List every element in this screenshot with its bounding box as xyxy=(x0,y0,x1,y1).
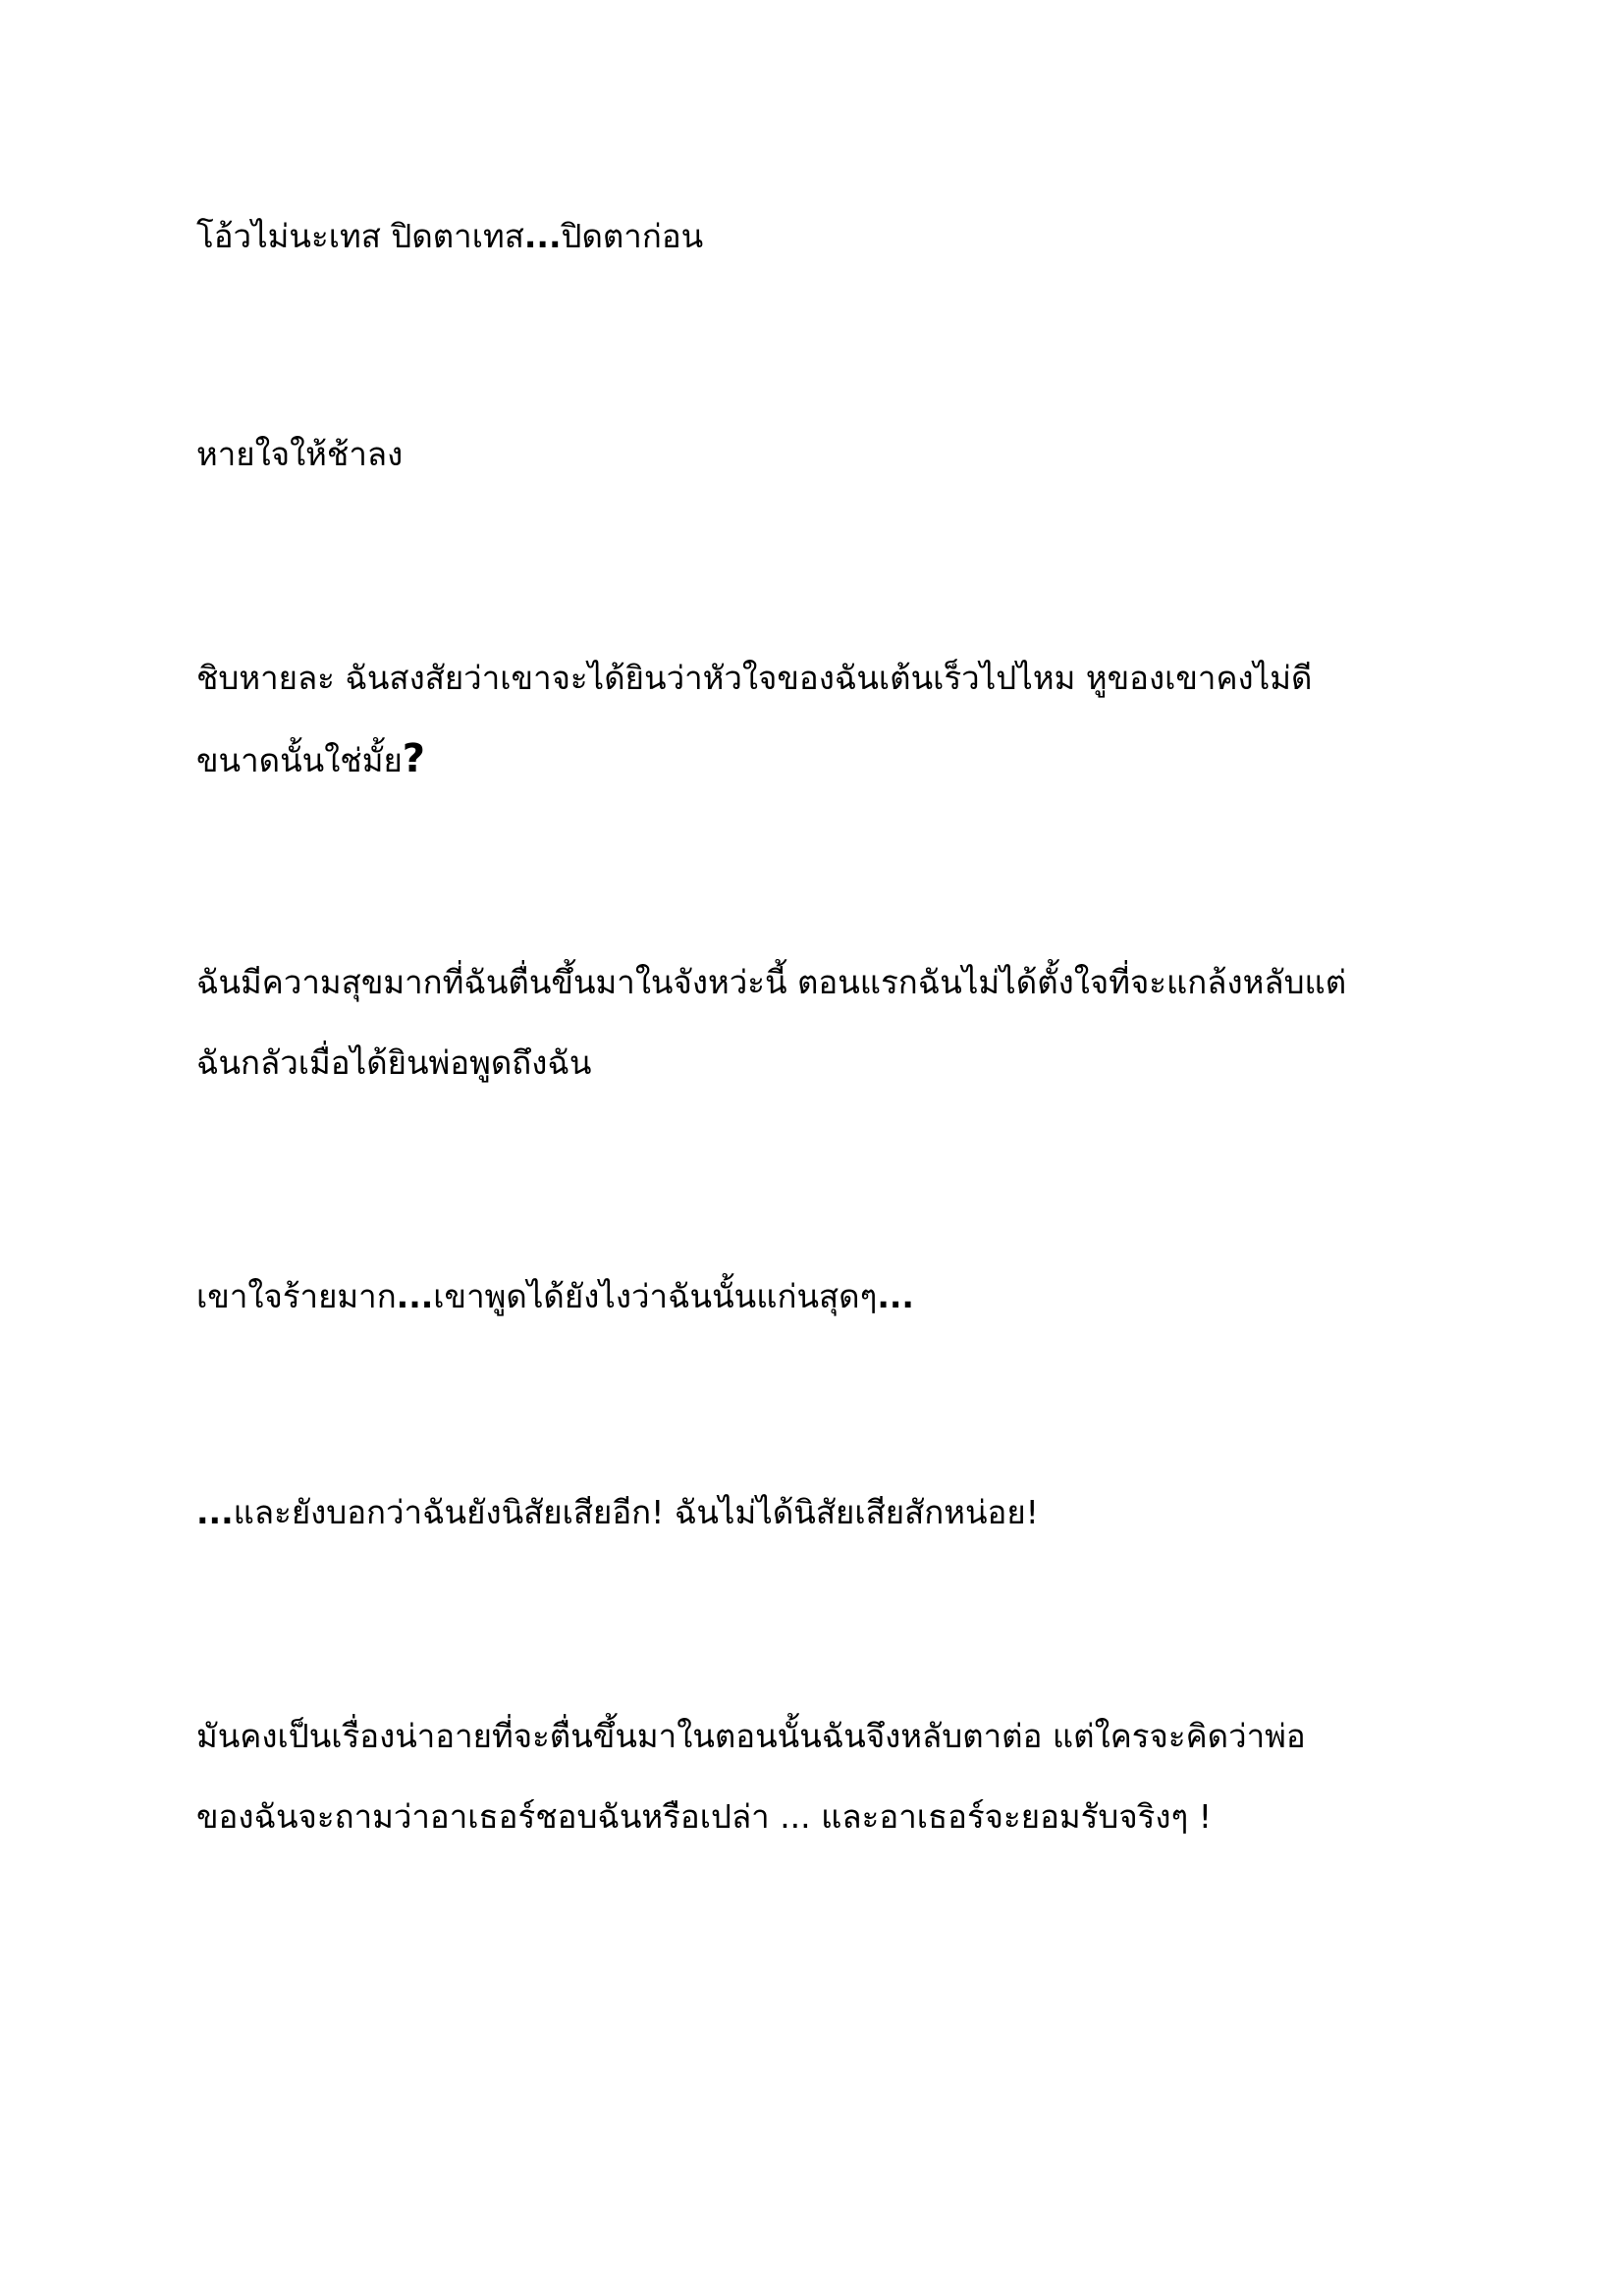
paragraph-line xyxy=(196,942,1473,1023)
text-run: โอ้วไม่นะเทส ปิดตาเทส xyxy=(196,217,524,255)
text-run: หายใจให้ช้าลง xyxy=(196,435,404,473)
paragraph-line xyxy=(196,1696,1473,1777)
text-run: ขนาดนั้นใช่มั้ย xyxy=(196,741,403,779)
paragraph-7 xyxy=(196,1696,1473,1857)
ellipsis: ... xyxy=(877,1277,914,1315)
paragraph-line xyxy=(196,196,1473,277)
text-run: ชิบหายละ ฉันสงสัยว่าเขาจะได้ยินว่าหัวใจของฉันเต้นเร็วไปไหม หูของเขาคงไม่ดี xyxy=(196,659,1313,697)
paragraph-3 xyxy=(196,638,1473,801)
paragraph-6 xyxy=(196,1472,1473,1553)
paragraph-line xyxy=(196,1256,1473,1337)
paragraph-line xyxy=(196,638,1473,719)
text-run: ฉันกลัวเมื่อได้ยินพ่อพูดถึงฉัน xyxy=(196,1043,592,1082)
question-mark: ? xyxy=(402,736,425,781)
text-run: ฉันมีความสุขมากที่ฉันตื่นขึ้นมาในจังหว่ะนี้ ตอนแรกฉันไม่ได้ตั้งใจที่จะแกล้งหลับแต่ xyxy=(196,963,1347,1001)
paragraph-2 xyxy=(196,414,1473,495)
paragraph-line xyxy=(196,1472,1473,1553)
text-run: เขาพูดได้ยังไงว่าฉันนั้นแก่นสุดๆ xyxy=(433,1277,878,1315)
paragraph-line xyxy=(196,1777,1473,1857)
text-run: และยังบอกว่าฉันยังนิสัยเสียอีก! ฉันไม่ได้นิสัยเสียสักหน่อย! xyxy=(233,1493,1039,1531)
paragraph-line xyxy=(196,719,1473,801)
ellipsis: ... xyxy=(196,1493,234,1531)
text-run: ของฉันจะถามว่าอาเธอร์ชอบฉันหรือเปล่า ... และอาเธอร์จะยอมรับจริงๆ ! xyxy=(196,1797,1212,1836)
paragraph-4 xyxy=(196,942,1473,1103)
text-run: เขาใจร้ายมาก xyxy=(196,1277,397,1315)
text-run: มันคงเป็นเรื่องน่าอายที่จะตื่นขึ้นมาในตอนนั้นฉันจึงหลับตาต่อ แต่ใครจะคิดว่าพ่อ xyxy=(196,1717,1306,1755)
paragraph-5 xyxy=(196,1256,1473,1337)
paragraph-1 xyxy=(196,196,1473,277)
text-run: ปิดตาก่อน xyxy=(561,217,704,255)
paragraph-line xyxy=(196,414,1473,495)
ellipsis: ... xyxy=(396,1277,434,1315)
ellipsis: ... xyxy=(523,217,562,255)
paragraph-line xyxy=(196,1023,1473,1103)
